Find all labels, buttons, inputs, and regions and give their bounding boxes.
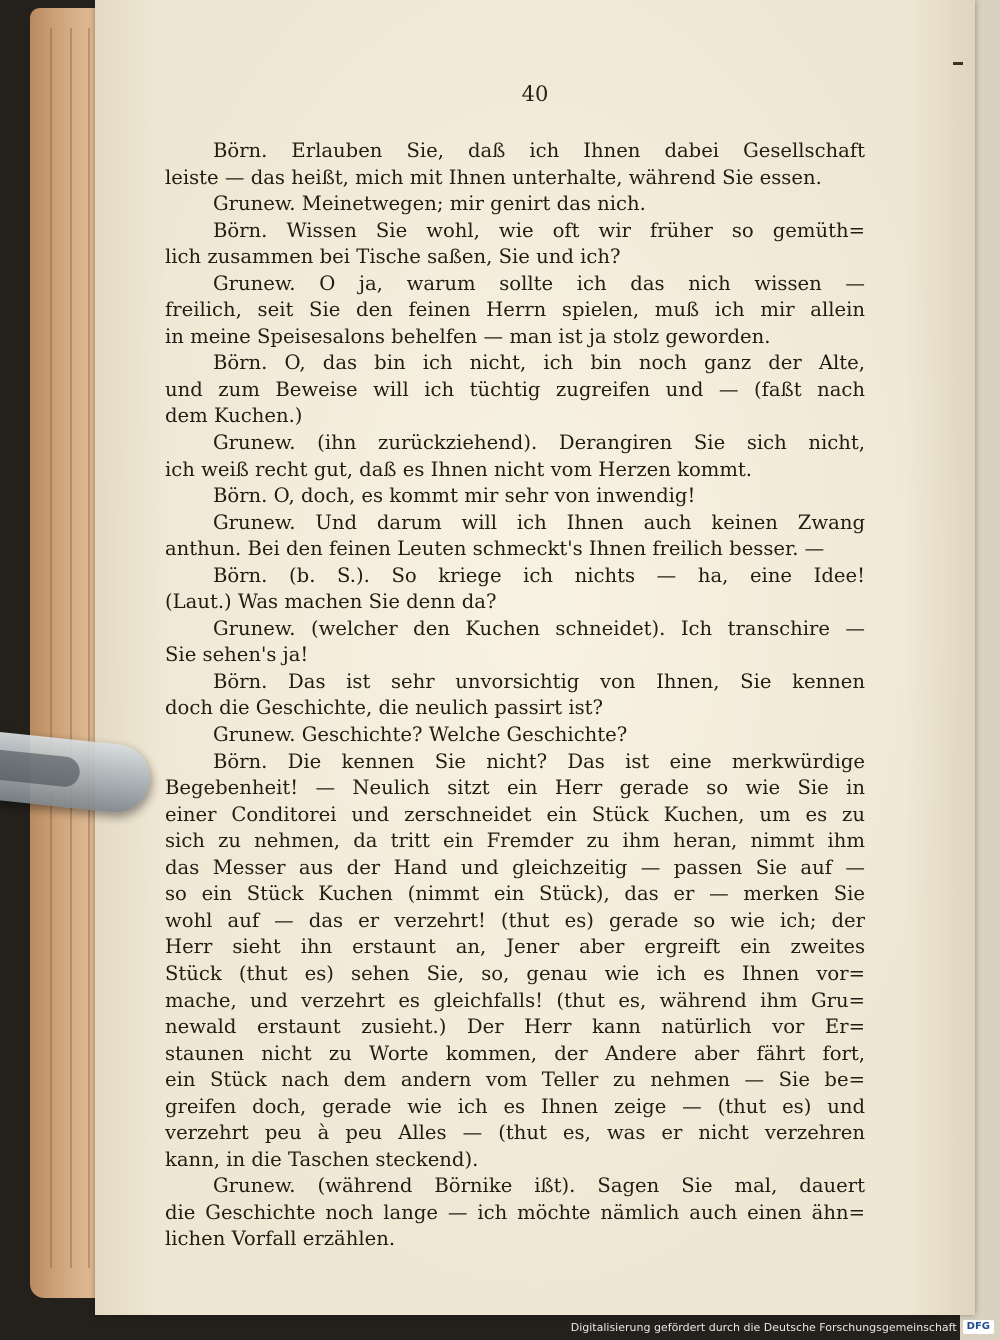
text-line: ich weiß recht gut, daß es Ihnen nicht vom Herzen kommt. (165, 457, 753, 481)
text-line: Börn. Die kennen Sie nicht? Das ist eine merkwürdige (213, 749, 865, 773)
text-line: Sie sehen's ja! (165, 643, 309, 667)
text-line: die Geschichte noch lange — ich möchte nämlich auch einen ähn= (165, 1200, 865, 1224)
text-line: Börn. Erlauben Sie, daß ich Ihnen dabei Gesellschaft (213, 139, 865, 162)
digitization-footer (571, 1318, 994, 1336)
text-line: ein Stück nach dem andern vom Teller zu nehmen — Sie be= (165, 1068, 865, 1092)
text-line: mache, und verzehrt es gleichfalls! (thut es, während ihm Gru= (165, 988, 865, 1012)
text-line: Begebenheit! — Neulich sitzt ein Herr gerade so wie Sie in (165, 776, 865, 800)
text-line: das Messer aus der Hand und gleichzeitig — passen Sie auf — (165, 855, 865, 879)
printer-mark (953, 62, 963, 65)
text-line: staunen nicht zu Worte kommen, der Andere aber fährt fort, (165, 1041, 865, 1065)
text-line: in meine Speisesalons behelfen — man ist ja stolz geworden. (165, 324, 771, 348)
text-line: freilich, seit Sie den feinen Herrn spielen, muß ich mir allein (165, 298, 865, 322)
text-line: Stück (thut es) sehen Sie, so, genau wie ich es Ihnen vor= (165, 961, 865, 985)
text-line: anthun. Bei den feinen Leuten schmeckt's Ihnen freilich besser. — (165, 537, 825, 561)
text-line: so ein Stück Kuchen (nimmt ein Stück), das er — merken Sie (165, 882, 865, 906)
text-line: Börn. O, das bin ich nicht, ich bin noch ganz der Alte, (213, 351, 865, 375)
text-line: verzehrt peu à peu Alles — (thut es, was er nicht verzehren (165, 1121, 865, 1145)
text-line: Grunew. (während Börnike ißt). Sagen Sie mal, dauert (213, 1174, 865, 1198)
text-line: (Laut.) Was machen Sie denn da? (165, 590, 497, 614)
text-line: und zum Beweise will ich tüchtig zugreifen und — (faßt nach (165, 377, 865, 401)
text-line: newald erstaunt zusieht.) Der Herr kann natürlich vor Er= (165, 1015, 865, 1039)
edge-line (70, 28, 72, 1268)
text-line: leiste — das heißt, mich mit Ihnen unterhalte, während Sie essen. (165, 165, 822, 189)
edge-line (50, 28, 52, 1268)
footer-credit: Digitalisierung gefördert durch die Deutsche Forschungsgemeinschaft (570, 1320, 957, 1334)
text-line: Börn. Wissen Sie wohl, wie oft wir früher so gemüth= (213, 218, 865, 242)
text-line: sich zu nehmen, da tritt ein Fremder zu ihm heran, nimmt ihm (165, 829, 865, 853)
text-line: kann, in die Taschen steckend). (165, 1147, 479, 1171)
text-line: Grunew. (welcher den Kuchen schneidet). Ich transchire — (213, 616, 865, 640)
text-line: lich zusammen bei Tische saßen, Sie und ich? (165, 245, 621, 269)
text-line: Börn. (b. S.). So kriege ich nichts — ha, eine Idee! (213, 563, 865, 587)
text-line: Börn. Das ist sehr unvorsichtig von Ihnen, Sie kennen (213, 669, 865, 693)
text-line: lichen Vorfall erzählen. (165, 1227, 396, 1251)
text-line: Grunew. Meinetwegen; mir genirt das nich. (213, 192, 646, 216)
text-line: Grunew. Geschichte? Welche Geschichte? (213, 723, 628, 747)
text-line: doch die Geschichte, die neulich passirt ist? (165, 696, 604, 720)
dfg-logo: DFG (963, 1320, 994, 1334)
text-line: wohl auf — das er verzehrt! (thut es) gerade so wie ich; der (165, 908, 865, 932)
page-number: 40 (521, 82, 549, 106)
text-line: Börn. O, doch, es kommt mir sehr von inwendig! (213, 484, 696, 508)
text-line: Grunew. Und darum will ich Ihnen auch keinen Zwang (213, 510, 865, 534)
text-line: einer Conditorei und zerschneidet ein Stück Kuchen, um es zu (165, 802, 865, 826)
edge-line (88, 28, 90, 1268)
text-line: Herr sieht ihn erstaunt an, Jener aber ergreift ein zweites (165, 935, 865, 959)
text-line: Grunew. (ihn zurückziehend). Derangiren Sie sich nicht, (213, 431, 865, 455)
text-line: greifen doch, gerade wie ich es Ihnen zeige — (thut es) und (165, 1094, 865, 1118)
text-line: dem Kuchen.) (165, 404, 303, 428)
text-line: Grunew. O ja, warum sollte ich das nich wissen — (213, 271, 865, 295)
book-page (95, 0, 975, 1315)
page-text-body (165, 138, 865, 1253)
